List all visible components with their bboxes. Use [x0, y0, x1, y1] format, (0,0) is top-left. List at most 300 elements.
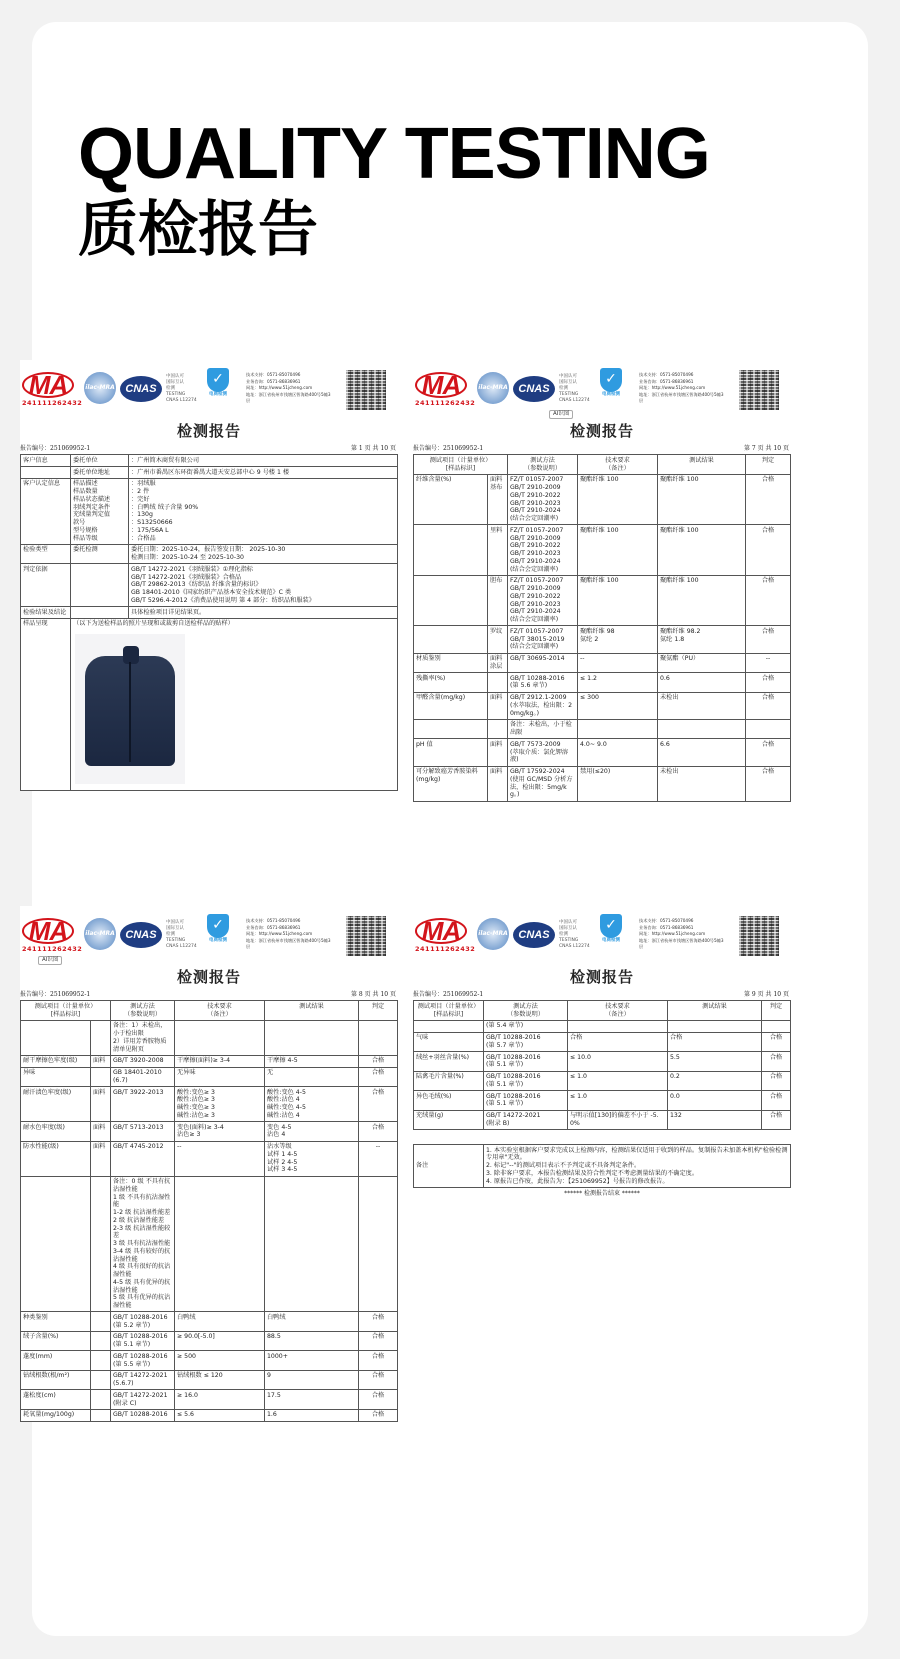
- table-cell: 合格: [746, 673, 791, 693]
- table-cell: [658, 719, 746, 739]
- table-cell: FZ/T 01057-2007 GB/T 2910-2009 GB/T 2910-2022 GB/T 2910-2023 GB/T 2910-2024 (结合会定回潮率): [508, 525, 578, 576]
- table-cell: 检验结果及结论: [21, 607, 71, 619]
- table-cell: ：广州市番禺区东环街番禺大道天安总部中心 9 号楼 1 楼: [129, 467, 398, 479]
- table-cell: ：广州简木商贸有限公司: [129, 455, 398, 467]
- table-header-cell: 测试方法 （参数说明）: [111, 1001, 175, 1021]
- table-row: [414, 1110, 791, 1130]
- table-cell: GB/T 10288-2016: [111, 1409, 175, 1421]
- table-row: [21, 455, 398, 467]
- table-row: [21, 1351, 398, 1371]
- report-info-table: [20, 454, 398, 790]
- table-row: [21, 1312, 398, 1332]
- photo-caption: （以下为送检样品的照片呈现和或裁剪自送检样品的贴样）: [73, 620, 234, 628]
- ecom-testing-logo: ✓ 电商检测: [595, 368, 627, 402]
- table-row: [414, 474, 791, 525]
- page-number: 第 8 页 共 10 页: [351, 990, 396, 998]
- table-row: [414, 525, 791, 576]
- table-cell: 0.0: [668, 1091, 762, 1111]
- table-row: [414, 692, 791, 719]
- ma-logo: MA 241111262432: [22, 916, 83, 953]
- table-cell: 聚酯纤维 100: [578, 474, 658, 525]
- table-cell: GB/T 14272-2021 (附录 C): [111, 1390, 175, 1410]
- table-cell: ≥ 16.0: [175, 1390, 265, 1410]
- table-cell: 干摩擦(面料)≥ 3-4: [175, 1055, 265, 1067]
- table-cell: [21, 1176, 91, 1312]
- table-cell: [91, 1067, 111, 1087]
- table-cell: FZ/T 01057-2007 GB/T 38015-2019 (结合会定回潮率): [508, 626, 578, 653]
- table-row: [414, 673, 791, 693]
- table-cell: GB/T 14272-2021 (附录 B): [484, 1110, 568, 1130]
- table-cell: 合格: [359, 1087, 398, 1122]
- table-cell: GB/T 4745-2012: [111, 1141, 175, 1176]
- table-row: [414, 1020, 791, 1032]
- table-header-cell: 技术要求 （备注）: [578, 455, 658, 475]
- table-cell: 聚酯纤维 98 氨纶 2: [578, 626, 658, 653]
- table-cell: GB/T 2912.1-2009 (水萃取法，检出限：20mg/kg。): [508, 692, 578, 719]
- cnas-logo: CNAS: [120, 922, 162, 948]
- table-cell: 备注：1）未检出，小于检出限 2）详用芳香胺物质清单见附页: [111, 1020, 175, 1055]
- table-cell: ≤ 10.0: [568, 1052, 668, 1072]
- qr-code: [739, 370, 779, 410]
- table-cell: [91, 1312, 111, 1332]
- results-table: [413, 1000, 791, 1130]
- table-cell: 沾水等级 试样 1 4-5 试样 2 4-5 试样 3 4-5: [265, 1141, 359, 1176]
- table-row: [21, 1370, 398, 1390]
- table-row: [414, 653, 791, 673]
- report-page-7: [413, 360, 791, 802]
- table-row: [414, 766, 791, 801]
- table-cell: 合格: [359, 1331, 398, 1351]
- ecom-testing-logo: ✓ 电商检测: [202, 368, 234, 402]
- table-cell: [71, 607, 129, 619]
- table-cell: 合格: [746, 474, 791, 525]
- table-cell: 面料 基布: [488, 474, 508, 525]
- table-cell: 具体检验项目详见结果页。: [129, 607, 398, 619]
- table-cell: 面料: [488, 766, 508, 801]
- table-cell: ≥ 500: [175, 1351, 265, 1371]
- table-cell: 合格: [668, 1032, 762, 1052]
- cert-text: 中国认可 国际互认 检测 TESTING CNAS L12274: [166, 920, 197, 949]
- table-cell: 酸性:变色 4-5 酸性:沾色 4 碱性:变色 4-5 碱性:沾色 4: [265, 1087, 359, 1122]
- table-cell: 未检出: [658, 692, 746, 719]
- table-cell: 合格: [746, 525, 791, 576]
- table-cell: GB/T 3922-2013: [111, 1087, 175, 1122]
- report-page-8: [20, 906, 398, 1422]
- cnas-logo: CNAS: [513, 922, 555, 948]
- table-cell: 干摩擦 4-5: [265, 1055, 359, 1067]
- report-page-1: [20, 360, 398, 791]
- report-number: 报告编号：251069952-1: [413, 444, 484, 452]
- ai-recognize-button[interactable]: AI识图: [38, 956, 62, 965]
- ma-logo: MA 241111262432: [22, 370, 83, 407]
- report-number: 报告编号：251069952-1: [413, 990, 484, 998]
- table-cell: GB/T 10288-2016 (第 5.1 章节): [484, 1071, 568, 1091]
- table-cell: 合格: [762, 1091, 791, 1111]
- page-number: 第 7 页 共 10 页: [744, 444, 789, 452]
- ilac-logo: ilac-MRA: [477, 918, 509, 950]
- table-cell: [91, 1390, 111, 1410]
- results-table: [20, 1000, 398, 1421]
- cert-text: 中国认可 国际互认 检测 TESTING CNAS L12274: [559, 920, 590, 949]
- notes-text: 1. 本实验室根据客户要求完成以上检测内容，检测结果仅适用于收到的样品。复制报告未加盖本机构"检验检测专用章"无效。 2. 标记"--"的测试项目表示不予判定或不具备判定条件。 3. 除非客户要求，本报告检测结果及符合性判定不考虑测量结果的不确定度。 4. 原报告已作废，此报告为：【251069952】号报告的修改报告。: [484, 1145, 791, 1188]
- table-cell: 0.6: [658, 673, 746, 693]
- notes-table: [413, 1144, 791, 1188]
- table-cell: [746, 719, 791, 739]
- table-cell: [91, 1409, 111, 1421]
- table-cell: GB/T 30695-2014: [508, 653, 578, 673]
- table-cell: 防水性能(级): [21, 1141, 91, 1176]
- table-cell: 聚酯纤维 100: [658, 474, 746, 525]
- cert-header: [413, 360, 791, 420]
- table-cell: --: [175, 1141, 265, 1176]
- table-row: [414, 1071, 791, 1091]
- table-cell: ≤ 1.2: [578, 673, 658, 693]
- table-cell: GB/T 10288-2016 (第 5.1 章节): [484, 1091, 568, 1111]
- table-cell: [91, 1351, 111, 1371]
- check-shield-icon: ✓: [600, 914, 622, 938]
- table-cell: 聚酯纤维 100: [578, 525, 658, 576]
- table-cell: 合格: [568, 1032, 668, 1052]
- qr-code: [346, 370, 386, 410]
- ilac-logo: ilac-MRA: [477, 372, 509, 404]
- table-header-cell: 测试结果: [265, 1001, 359, 1021]
- table-cell: GB/T 10288-2016 (第 5.7 章节): [484, 1032, 568, 1052]
- table-cell: 88.5: [265, 1331, 359, 1351]
- contact-info: 技术支持：0571-85070496 业务咨询：0571-86836961 网址：http://www.51jcheng.com 地址：浙江省杭州市钱塘区智海路400号5幢3层: [639, 918, 724, 949]
- check-shield-icon: ✓: [600, 368, 622, 392]
- table-cell: 甲醛含量(mg/kg): [414, 692, 488, 719]
- table-cell: FZ/T 01057-2007 GB/T 2910-2009 GB/T 2910-2022 GB/T 2910-2023 GB/T 2910-2024 (结合会定回潮率): [508, 575, 578, 626]
- table-cell: 面料: [91, 1055, 111, 1067]
- table-header-cell: 测试项目（计量单位） [样品标识]: [414, 455, 508, 475]
- table-header-cell: 判定: [746, 455, 791, 475]
- table-cell: GB/T 10288-2016 (第 5.6 章节): [508, 673, 578, 693]
- table-cell: 聚酯纤维 100: [658, 525, 746, 576]
- table-cell: GB 18401-2010 (6.7): [111, 1067, 175, 1087]
- table-cell: 合格: [359, 1351, 398, 1371]
- table-cell: [21, 1020, 91, 1055]
- table-cell: [668, 1020, 762, 1032]
- table-cell: GB/T 17592-2024 (使用 GC/MSD 分析方法，检出限：5mg/kg。): [508, 766, 578, 801]
- contact-info: 技术支持：0571-85070496 业务咨询：0571-86836961 网址：http://www.51jcheng.com 地址：浙江省杭州市钱塘区智海路400号5幢3层: [639, 372, 724, 403]
- cnas-logo: CNAS: [513, 376, 555, 402]
- table-cell: 合格: [762, 1110, 791, 1130]
- table-cell: 0.2: [668, 1071, 762, 1091]
- cert-header: [20, 906, 398, 966]
- table-cell: 备注：0 级 不具有抗沾湿性能 1 级 不具有抗沾湿性能 1-2 级 抗沾湿性能差 2 级 抗沾湿性能差 2-3 级 抗沾湿性能较差 3 级 具有抗沾湿性能 3-4 级 具有较好的抗沾湿性能 4 级 具有很好的抗沾湿性能 4-5 级 具有优异的抗沾湿性能 5 级 具有优异的抗沾湿性能: [111, 1176, 175, 1312]
- table-cell: 无: [265, 1067, 359, 1087]
- table-cell: GB/T 14272-2021《羽绒服装》①理化指标 GB/T 14272-2021《羽绒服装》合格品 GB/T 29862-2013《纺织品 纤维含量的标识》 GB 18401-2010《国家纺织产品基本安全技术规范》C 类 GB/T 5296.4-2012《消费品使用说明 第 4 部分：纺织品和服装》: [129, 564, 398, 607]
- table-cell: --: [746, 653, 791, 673]
- table-cell: [414, 1020, 484, 1032]
- table-cell: 委托单位: [71, 455, 129, 467]
- table-cell: 材质鉴别: [414, 653, 488, 673]
- table-cell: 禁用(≤20): [578, 766, 658, 801]
- table-cell: 聚酯纤维 98.2 氨纶 1.8: [658, 626, 746, 653]
- table-cell: 变色 4-5 沾色 4: [265, 1122, 359, 1142]
- report-number: 报告编号：251069952-1: [20, 444, 91, 452]
- report-title: 检测报告: [569, 968, 634, 986]
- table-cell: 面料: [488, 692, 508, 719]
- table-row: [21, 478, 398, 544]
- table-cell: ≥ 90.0[-5.0]: [175, 1331, 265, 1351]
- table-cell: 酸性:变色≥ 3 酸性:沾色≥ 3 碱性:变色≥ 3 碱性:沾色≥ 3: [175, 1087, 265, 1122]
- table-row: [414, 719, 791, 739]
- table-cell: 残撕率(%): [414, 673, 488, 693]
- table-cell: 钻绒根数 ≤ 120: [175, 1370, 265, 1390]
- table-cell: 合格: [762, 1032, 791, 1052]
- table-cell: [71, 618, 398, 790]
- table-row: [414, 575, 791, 626]
- table-row: [21, 544, 398, 564]
- table-cell: 合格: [359, 1067, 398, 1087]
- table-cell: [21, 467, 71, 479]
- table-cell: [91, 1331, 111, 1351]
- results-table: [413, 454, 791, 801]
- table-cell: 变色(面料)≥ 3-4 沾色≥ 3: [175, 1122, 265, 1142]
- table-cell: 合格: [746, 692, 791, 719]
- cert-text: 中国认可 国际互认 检测 TESTING CNAS L12274: [166, 374, 197, 403]
- table-row: [21, 467, 398, 479]
- table-cell: 绒子含量(%): [21, 1331, 91, 1351]
- table-cell: 合格: [746, 575, 791, 626]
- table-cell: (第 5.4 章节): [484, 1020, 568, 1032]
- table-cell: [359, 1020, 398, 1055]
- table-cell: 耗氧量(mg/100g): [21, 1409, 91, 1421]
- table-cell: [762, 1020, 791, 1032]
- table-cell: pH 值: [414, 739, 488, 766]
- table-cell: 胆布: [488, 575, 508, 626]
- ilac-logo: ilac-MRA: [84, 372, 116, 404]
- report-page-9: [413, 906, 791, 1197]
- table-cell: 样品呈现: [21, 618, 71, 790]
- table-cell: 里料: [488, 525, 508, 576]
- table-cell: 种类鉴别: [21, 1312, 91, 1332]
- ilac-logo: ilac-MRA: [84, 918, 116, 950]
- table-cell: 纤维含量(%): [414, 474, 488, 525]
- table-cell: ：羽绒服 ：2 件 ：完好 ：白鸭绒 绒子含量 90% ：130g ：S13250666 ：175/56A L ：合格品: [129, 478, 398, 544]
- table-row: [21, 618, 398, 790]
- table-cell: ≤ 1.0: [568, 1071, 668, 1091]
- table-cell: 判定依据: [21, 564, 71, 607]
- table-header-cell: 技术要求 （备注）: [175, 1001, 265, 1021]
- table-cell: 陆禽毛片含量(%): [414, 1071, 484, 1091]
- table-cell: 合格: [762, 1071, 791, 1091]
- table-cell: [414, 525, 488, 576]
- table-cell: GB/T 7573-2009 (萃取介质：氯化钾溶液): [508, 739, 578, 766]
- table-cell: ≤ 300: [578, 692, 658, 719]
- table-cell: 合格: [359, 1055, 398, 1067]
- table-row: [21, 1390, 398, 1410]
- table-header-cell: 判定: [762, 1001, 791, 1021]
- table-row: [414, 1052, 791, 1072]
- ma-logo: MA 241111262432: [415, 370, 476, 407]
- table-cell: 面料: [91, 1122, 111, 1142]
- page-number: 第 9 页 共 10 页: [744, 990, 789, 998]
- table-cell: 面料: [488, 739, 508, 766]
- table-cell: 耐汗渍色牢度(级): [21, 1087, 91, 1122]
- table-cell: 充绒量(g): [414, 1110, 484, 1130]
- jacket-image: [85, 656, 175, 766]
- table-cell: --: [578, 653, 658, 673]
- table-cell: 面料 涂层: [488, 653, 508, 673]
- ai-recognize-button[interactable]: AI识图: [549, 410, 573, 419]
- table-cell: 9: [265, 1370, 359, 1390]
- table-cell: 蓬度(mm): [21, 1351, 91, 1371]
- table-header-cell: 测试结果: [658, 455, 746, 475]
- table-cell: 无异味: [175, 1067, 265, 1087]
- table-cell: [414, 626, 488, 653]
- table-row: [21, 607, 398, 619]
- table-cell: 客户认定信息: [21, 478, 71, 544]
- table-row: [21, 564, 398, 607]
- table-cell: GB/T 10288-2016 (第 5.1 章节): [111, 1331, 175, 1351]
- table-cell: 未检出: [658, 766, 746, 801]
- table-cell: 白鸭绒: [265, 1312, 359, 1332]
- table-cell: 合格: [762, 1052, 791, 1072]
- table-cell: [578, 719, 658, 739]
- table-cell: 面料: [91, 1087, 111, 1122]
- heading-chinese: 质检报告: [78, 195, 318, 265]
- table-cell: 合格: [359, 1390, 398, 1410]
- notes-label: 备注: [414, 1145, 484, 1188]
- table-cell: 样品描述 样品数量 样品状态描述 羽绒判定条件 充绒量判定值 款号 型号规格 样品等级: [71, 478, 129, 544]
- report-title: 检测报告: [569, 422, 634, 440]
- table-cell: GB/T 5713-2013: [111, 1122, 175, 1142]
- table-cell: [175, 1176, 265, 1312]
- sample-photo: [75, 634, 185, 784]
- table-cell: 委托检测: [71, 544, 129, 564]
- table-cell: 合格: [746, 766, 791, 801]
- table-cell: 可分解致癌芳香胺染料(mg/kg): [414, 766, 488, 801]
- cert-text: 中国认可 国际互认 检测 TESTING CNAS L12274: [559, 374, 590, 403]
- table-cell: ≤ 5.6: [175, 1409, 265, 1421]
- table-cell: 1000+: [265, 1351, 359, 1371]
- table-row: [21, 1331, 398, 1351]
- table-row: [414, 739, 791, 766]
- table-cell: 耐水色牢度(级): [21, 1122, 91, 1142]
- table-row: [21, 1141, 398, 1176]
- table-cell: 气味: [414, 1032, 484, 1052]
- table-row: [21, 1020, 398, 1055]
- table-cell: 白鸭绒: [175, 1312, 265, 1332]
- ecom-testing-logo: ✓ 电商检测: [595, 914, 627, 948]
- table-cell: [91, 1020, 111, 1055]
- table-cell: 检验类型: [21, 544, 71, 564]
- table-row: [414, 1091, 791, 1111]
- table-cell: 合格: [359, 1370, 398, 1390]
- table-row: [21, 1409, 398, 1421]
- table-cell: 17.5: [265, 1390, 359, 1410]
- table-cell: 132: [668, 1110, 762, 1130]
- table-cell: 与明示值[130]的偏差不小于 -5.0%: [568, 1110, 668, 1130]
- table-row: [21, 1087, 398, 1122]
- table-cell: GB/T 10288-2016 (第 5.1 章节): [484, 1052, 568, 1072]
- table-cell: [91, 1370, 111, 1390]
- table-header-cell: 测试项目（计量单位） [样品标识]: [21, 1001, 111, 1021]
- ecom-testing-logo: ✓ 电商检测: [202, 914, 234, 948]
- table-cell: [488, 719, 508, 739]
- table-cell: 面料: [91, 1141, 111, 1176]
- check-shield-icon: ✓: [207, 368, 229, 392]
- table-header-cell: 测试方法 （参数说明）: [484, 1001, 568, 1021]
- check-shield-icon: ✓: [207, 914, 229, 938]
- table-cell: [568, 1020, 668, 1032]
- ma-logo: MA 241111262432: [415, 916, 476, 953]
- table-row: [414, 1032, 791, 1052]
- page-number: 第 1 页 共 10 页: [351, 444, 396, 452]
- table-cell: 合格: [359, 1122, 398, 1142]
- table-row: [414, 626, 791, 653]
- table-cell: GB/T 14272-2021 (5.6.7): [111, 1370, 175, 1390]
- table-cell: GB/T 10288-2016 (第 5.2 章节): [111, 1312, 175, 1332]
- table-cell: ≤ 1.0: [568, 1091, 668, 1111]
- table-cell: 耐干摩擦色牢度(级): [21, 1055, 91, 1067]
- table-row: [21, 1055, 398, 1067]
- cert-header: [413, 906, 791, 966]
- table-cell: [414, 719, 488, 739]
- table-cell: 客户信息: [21, 455, 71, 467]
- table-header-cell: 测试结果: [668, 1001, 762, 1021]
- table-row: [21, 1067, 398, 1087]
- report-title: 检测报告: [176, 968, 241, 986]
- table-cell: [91, 1176, 111, 1312]
- table-cell: 合格: [746, 626, 791, 653]
- table-cell: 委托单位地址: [71, 467, 129, 479]
- table-cell: FZ/T 01057-2007 GB/T 2910-2009 GB/T 2910-2022 GB/T 2910-2023 GB/T 2910-2024 (结合会定回潮率): [508, 474, 578, 525]
- report-number: 报告编号：251069952-1: [20, 990, 91, 998]
- table-cell: 合格: [359, 1409, 398, 1421]
- qr-code: [739, 916, 779, 956]
- table-cell: 异色毛绒(%): [414, 1091, 484, 1111]
- table-header-cell: 测试方法 （参数说明）: [508, 455, 578, 475]
- table-cell: 罗纹: [488, 626, 508, 653]
- contact-info: 技术支持：0571-85070496 业务咨询：0571-86836961 网址：http://www.51jcheng.com 地址：浙江省杭州市钱塘区智海路400号5幢3层: [246, 918, 331, 949]
- table-cell: 钻绒根数(根/m²): [21, 1370, 91, 1390]
- cert-header: [20, 360, 398, 420]
- cnas-logo: CNAS: [120, 376, 162, 402]
- table-row: [21, 1176, 398, 1312]
- table-cell: [265, 1176, 359, 1312]
- table-row: [21, 1122, 398, 1142]
- table-cell: 合格: [746, 739, 791, 766]
- table-header-cell: 判定: [359, 1001, 398, 1021]
- table-cell: 蓬松度(cm): [21, 1390, 91, 1410]
- table-cell: [175, 1020, 265, 1055]
- table-cell: [359, 1176, 398, 1312]
- table-cell: 备注：未检出，小于检出限: [508, 719, 578, 739]
- report-end: ****** 检测报告结束 ******: [564, 1189, 640, 1197]
- table-cell: [71, 564, 129, 607]
- table-cell: 合格: [359, 1312, 398, 1332]
- table-cell: 1.6: [265, 1409, 359, 1421]
- table-cell: GB/T 10288-2016 (第 5.5 章节): [111, 1351, 175, 1371]
- table-cell: 6.6: [658, 739, 746, 766]
- table-cell: 委托日期：2025-10-24，报告签发日期： 2025-10-30 检测日期：2025-10-24 至 2025-10-30: [129, 544, 398, 564]
- table-cell: 聚氨酯（PU）: [658, 653, 746, 673]
- table-cell: 聚酯纤维 100: [578, 575, 658, 626]
- table-cell: 5.5: [668, 1052, 762, 1072]
- table-cell: 聚酯纤维 100: [658, 575, 746, 626]
- qr-code: [346, 916, 386, 956]
- table-cell: [265, 1020, 359, 1055]
- report-title: 检测报告: [176, 422, 241, 440]
- table-cell: [488, 673, 508, 693]
- table-cell: 绒丝+羽丝含量(%): [414, 1052, 484, 1072]
- table-cell: GB/T 3920-2008: [111, 1055, 175, 1067]
- heading-english: QUALITY TESTING: [78, 114, 710, 194]
- table-header-cell: 测试项目（计量单位） [样品标识]: [414, 1001, 484, 1021]
